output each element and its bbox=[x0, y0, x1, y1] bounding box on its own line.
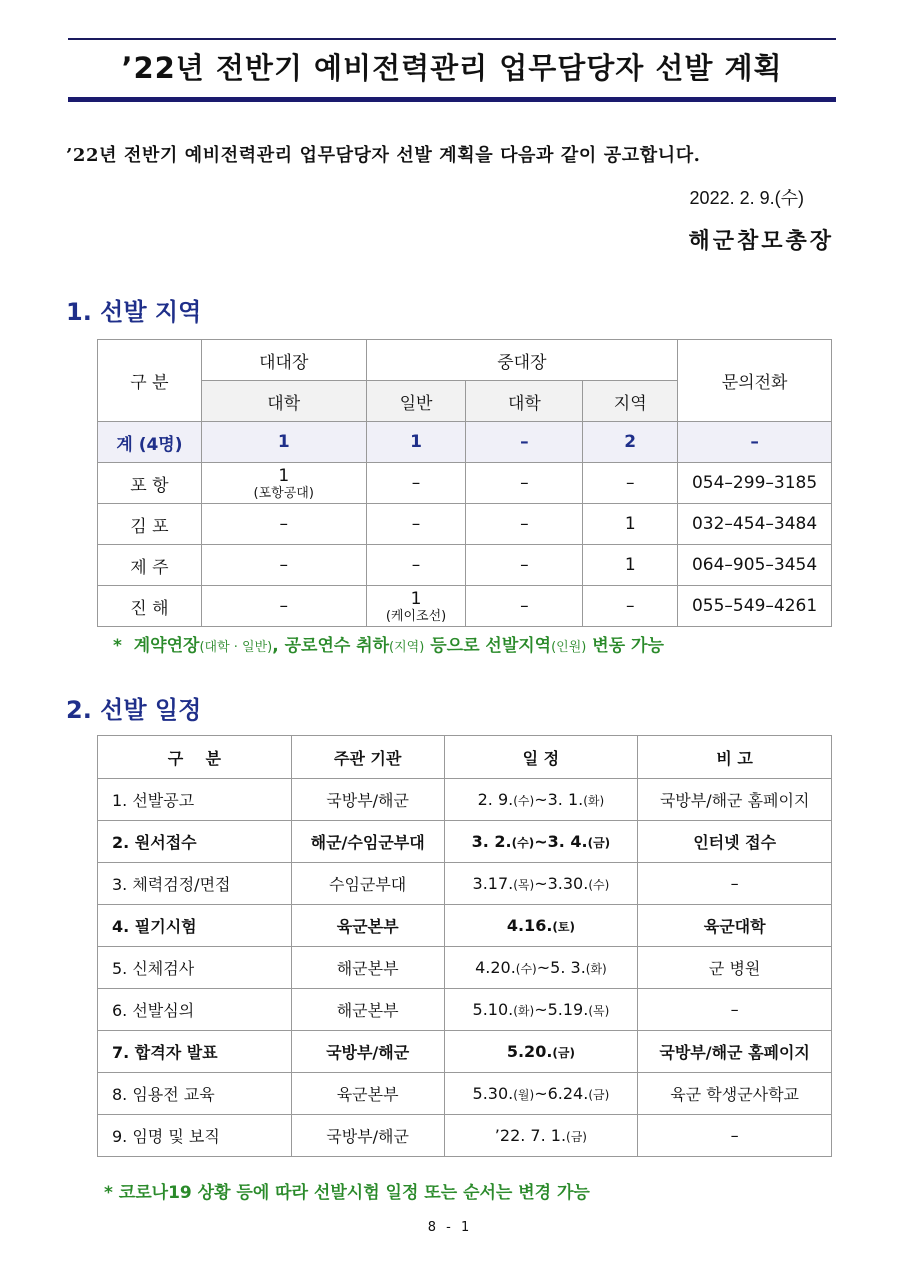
cell-subnote: (케이조선) bbox=[385, 608, 447, 624]
table-row bbox=[98, 989, 832, 1031]
header-univ: 대학 bbox=[466, 381, 583, 422]
cell-remarks: – bbox=[638, 863, 832, 905]
note-small: (인원) bbox=[551, 640, 587, 655]
schedule-date: ~ bbox=[534, 1084, 548, 1103]
cell-region: 2 bbox=[583, 422, 678, 463]
cell-schedule bbox=[444, 1073, 638, 1115]
table-row bbox=[98, 779, 832, 821]
selection-schedule-table bbox=[97, 735, 832, 1157]
table-row bbox=[98, 1031, 832, 1073]
schedule-date: 2. 9. bbox=[477, 790, 514, 809]
schedule-note: * 코로나19 상황 등에 따라 선발시험 일정 또는 순서는 변경 가능 bbox=[104, 1183, 590, 1203]
table-row bbox=[98, 504, 832, 545]
schedule-weekday: (수) bbox=[515, 962, 537, 976]
cell-general bbox=[366, 586, 466, 627]
cell-schedule bbox=[444, 989, 638, 1031]
cell-schedule bbox=[444, 947, 638, 989]
cell-bn-univ: – bbox=[201, 504, 366, 545]
cell-remarks: 국방부/해군 홈페이지 bbox=[638, 1031, 832, 1073]
cell-item: 9. 임명 및 보직 bbox=[98, 1115, 292, 1157]
cell-univ: – bbox=[466, 586, 583, 627]
cell-schedule bbox=[444, 905, 638, 947]
schedule-date: ~ bbox=[534, 790, 548, 809]
cell-org: 해군/수임군부대 bbox=[291, 821, 444, 863]
header-remarks: 비 고 bbox=[638, 736, 832, 779]
cell-subnote: (포항공대) bbox=[253, 485, 314, 501]
schedule-date: 5.30. bbox=[472, 1084, 514, 1103]
cell-value: 1 bbox=[410, 588, 422, 609]
cell-schedule bbox=[444, 1115, 638, 1157]
selection-region-table bbox=[97, 339, 832, 627]
note-part: , 공로연수 취하 bbox=[272, 636, 390, 656]
cell-region: 1 bbox=[583, 504, 678, 545]
schedule-date: ~ bbox=[534, 832, 548, 851]
schedule-date: 5.20. bbox=[506, 1042, 553, 1061]
row-name: 진 해 bbox=[98, 586, 202, 627]
page-title: ’22년 전반기 예비전력관리 업무담당자 선발 계획 bbox=[121, 51, 783, 85]
issuer-name: 해군참모총장 bbox=[688, 229, 834, 254]
region-note bbox=[113, 631, 664, 656]
header-general: 일반 bbox=[366, 381, 466, 422]
cell-remarks: – bbox=[638, 989, 832, 1031]
schedule-date: ~ bbox=[534, 1000, 548, 1019]
note-star: * bbox=[113, 636, 122, 656]
cell-bn-univ bbox=[201, 463, 366, 504]
cell-schedule bbox=[444, 1031, 638, 1073]
cell-bn-univ: 1 bbox=[201, 422, 366, 463]
schedule-weekday: (화) bbox=[513, 1004, 535, 1018]
row-name: 제 주 bbox=[98, 545, 202, 586]
cell-org: 국방부/해군 bbox=[291, 1115, 444, 1157]
intro-text: ’22년 전반기 예비전력관리 업무담당자 선발 계획을 다음과 같이 공고합니다. bbox=[66, 145, 701, 166]
cell-item: 2. 원서접수 bbox=[98, 821, 292, 863]
header-bn-univ: 대학 bbox=[201, 381, 366, 422]
schedule-weekday: (금) bbox=[588, 1088, 610, 1102]
cell-schedule bbox=[444, 863, 638, 905]
header-battalion-cmd: 대대장 bbox=[201, 340, 366, 381]
schedule-date: 4.20. bbox=[475, 958, 516, 977]
section2-title: 2. 선발 일정 bbox=[66, 696, 202, 724]
schedule-weekday: (금) bbox=[552, 1046, 575, 1060]
cell-org: 육군본부 bbox=[291, 1073, 444, 1115]
header-org: 주관 기관 bbox=[291, 736, 444, 779]
cell-region: – bbox=[583, 463, 678, 504]
cell-item: 1. 선발공고 bbox=[98, 779, 292, 821]
schedule-weekday: (금) bbox=[566, 1130, 587, 1144]
schedule-date: 4.16. bbox=[506, 916, 553, 935]
cell-univ: – bbox=[466, 545, 583, 586]
schedule-date: 3. 2. bbox=[471, 832, 512, 851]
note-part: 변동 가능 bbox=[586, 636, 664, 656]
note-small: (지역) bbox=[389, 640, 425, 655]
header-contact: 문의전화 bbox=[678, 340, 832, 422]
section1-title: 1. 선발 지역 bbox=[66, 298, 202, 326]
title-bottom-rule bbox=[68, 97, 836, 102]
cell-item: 5. 신체검사 bbox=[98, 947, 292, 989]
title-banner bbox=[68, 38, 836, 102]
cell-bn-univ: – bbox=[201, 545, 366, 586]
schedule-weekday: (목) bbox=[588, 1004, 610, 1018]
header-division: 구 분 bbox=[98, 340, 202, 422]
cell-org: 국방부/해군 bbox=[291, 1031, 444, 1073]
schedule-date: 5. 3. bbox=[550, 958, 586, 977]
cell-bn-univ: – bbox=[201, 586, 366, 627]
cell-phone: 054–299–3185 bbox=[678, 463, 832, 504]
cell-univ: – bbox=[466, 504, 583, 545]
header-schedule: 일 정 bbox=[444, 736, 638, 779]
cell-univ: – bbox=[466, 463, 583, 504]
cell-phone: 064–905–3454 bbox=[678, 545, 832, 586]
cell-schedule bbox=[444, 779, 638, 821]
header-division: 구 분 bbox=[98, 736, 292, 779]
cell-org: 국방부/해군 bbox=[291, 779, 444, 821]
row-name: 계 (4명) bbox=[98, 422, 202, 463]
schedule-weekday: (수) bbox=[511, 836, 535, 850]
cell-item: 4. 필기시험 bbox=[98, 905, 292, 947]
cell-org: 수임군부대 bbox=[291, 863, 444, 905]
table-row bbox=[98, 905, 832, 947]
note-part: 등으로 선발지역 bbox=[424, 636, 552, 656]
cell-remarks: 육군 학생군사학교 bbox=[638, 1073, 832, 1115]
announcement-date: 2022. 2. 9.(수) bbox=[689, 188, 804, 208]
schedule-date: 5.10. bbox=[472, 1000, 514, 1019]
cell-item: 8. 임용전 교육 bbox=[98, 1073, 292, 1115]
row-name: 포 항 bbox=[98, 463, 202, 504]
cell-item: 3. 체력검정/면접 bbox=[98, 863, 292, 905]
schedule-weekday: (수) bbox=[588, 878, 610, 892]
schedule-weekday: (금) bbox=[587, 836, 611, 850]
header-region: 지역 bbox=[583, 381, 678, 422]
cell-schedule bbox=[444, 821, 638, 863]
schedule-date: 3. 1. bbox=[547, 790, 584, 809]
cell-org: 해군본부 bbox=[291, 947, 444, 989]
table-row bbox=[98, 1115, 832, 1157]
schedule-weekday: (월) bbox=[513, 1088, 535, 1102]
schedule-date: 6.24. bbox=[547, 1084, 589, 1103]
cell-region: 1 bbox=[583, 545, 678, 586]
cell-general: – bbox=[366, 545, 466, 586]
schedule-weekday: (화) bbox=[585, 962, 607, 976]
schedule-weekday: (토) bbox=[552, 920, 575, 934]
cell-general: – bbox=[366, 504, 466, 545]
title-top-rule bbox=[68, 38, 836, 40]
schedule-date: 5.19. bbox=[547, 1000, 589, 1019]
cell-univ: – bbox=[466, 422, 583, 463]
table-row bbox=[98, 947, 832, 989]
schedule-date: 3. 4. bbox=[547, 832, 588, 851]
schedule-date: 3.17. bbox=[472, 874, 514, 893]
table-row bbox=[98, 586, 832, 627]
schedule-date: ~ bbox=[536, 958, 551, 977]
cell-remarks: 육군대학 bbox=[638, 905, 832, 947]
table-row bbox=[98, 545, 832, 586]
table-row bbox=[98, 1073, 832, 1115]
table-row bbox=[98, 821, 832, 863]
schedule-date: 3.30. bbox=[547, 874, 589, 893]
note-part: 계약연장 bbox=[133, 636, 200, 656]
schedule-weekday: (목) bbox=[513, 878, 535, 892]
cell-remarks: 군 병원 bbox=[638, 947, 832, 989]
page-number: 8 - 1 bbox=[427, 1220, 473, 1235]
table-row bbox=[98, 422, 832, 463]
table-row bbox=[98, 463, 832, 504]
cell-region: – bbox=[583, 586, 678, 627]
cell-remarks: 국방부/해군 홈페이지 bbox=[638, 779, 832, 821]
schedule-date: ~ bbox=[534, 874, 548, 893]
schedule-weekday: (화) bbox=[583, 794, 605, 808]
cell-general: 1 bbox=[366, 422, 466, 463]
row-name: 김 포 bbox=[98, 504, 202, 545]
cell-item: 7. 합격자 발표 bbox=[98, 1031, 292, 1073]
cell-phone: 032–454–3484 bbox=[678, 504, 832, 545]
cell-phone: 055–549–4261 bbox=[678, 586, 832, 627]
cell-item: 6. 선발심의 bbox=[98, 989, 292, 1031]
header-company-cmd: 중대장 bbox=[366, 340, 678, 381]
cell-value: 1 bbox=[278, 465, 290, 486]
cell-org: 육군본부 bbox=[291, 905, 444, 947]
note-small: (대학 · 일반) bbox=[199, 640, 273, 655]
cell-remarks: 인터넷 접수 bbox=[638, 821, 832, 863]
cell-phone: – bbox=[678, 422, 832, 463]
table-row bbox=[98, 863, 832, 905]
cell-general: – bbox=[366, 463, 466, 504]
cell-org: 해군본부 bbox=[291, 989, 444, 1031]
cell-remarks: – bbox=[638, 1115, 832, 1157]
schedule-weekday: (수) bbox=[513, 794, 535, 808]
schedule-date: ’22. 7. 1. bbox=[494, 1126, 567, 1145]
